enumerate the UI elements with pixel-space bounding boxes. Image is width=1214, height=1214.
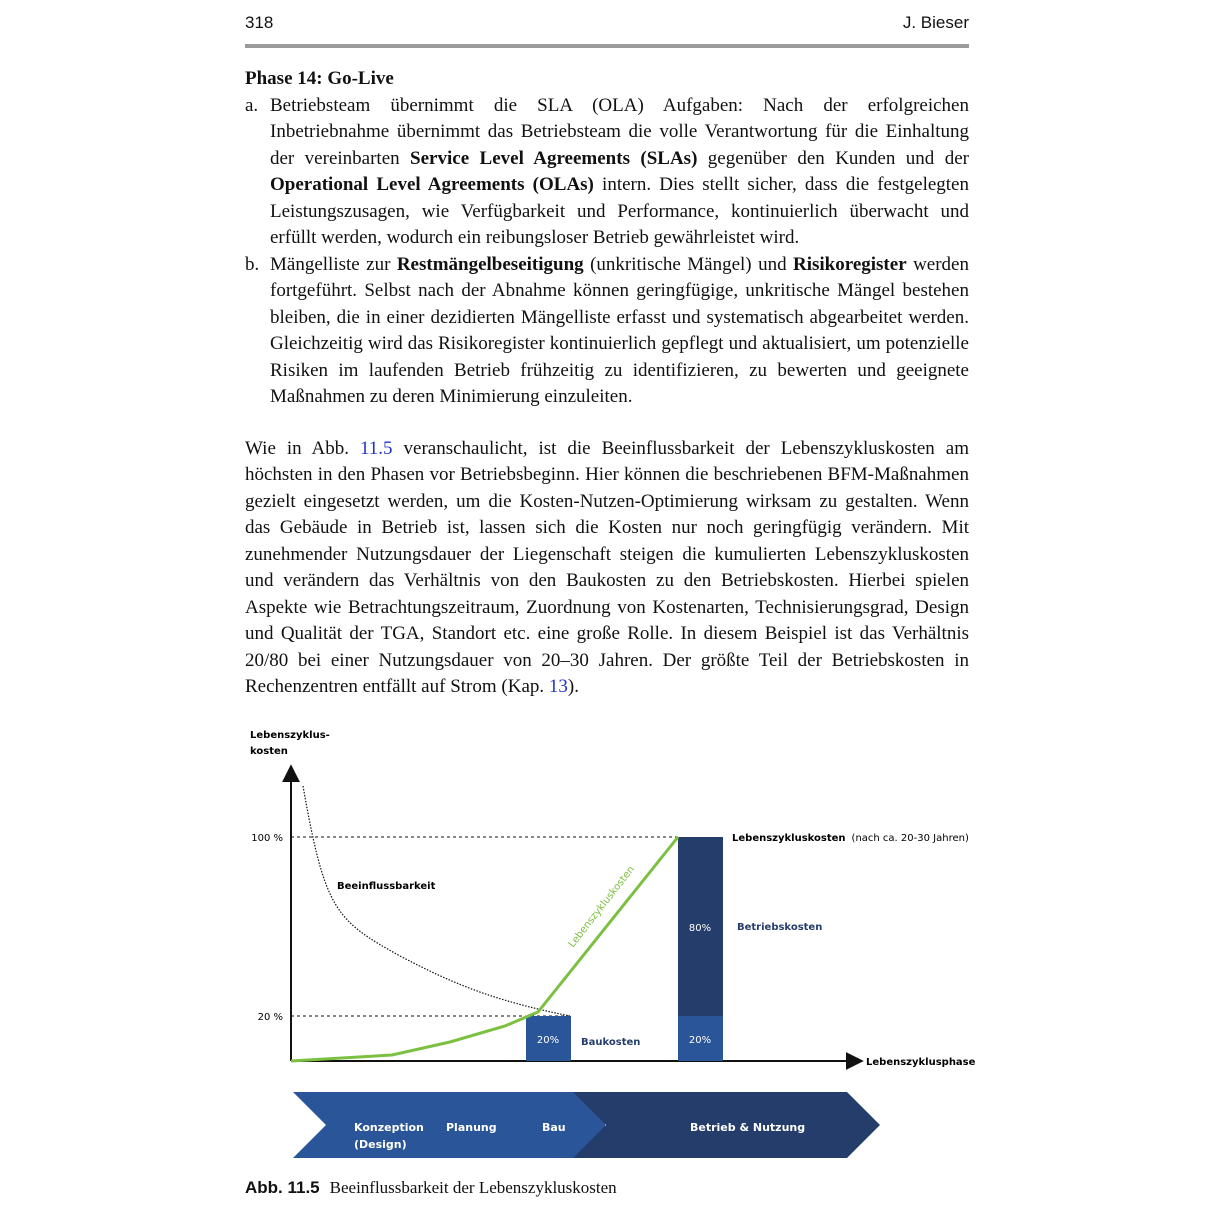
item-b-text-3: werden fortgeführt. Selbst nach der Abnahme können geringfügige, unkritische Mängel bestehen bleiben, die in einer dezidierten Mängelliste erfasst und systematisch abgearbeitet werden. Gleichzeitig wird das Risikoregister kontinuierlich gepflegt und aktualisiert, um potenzielle Risiken im laufenden Betrieb frühzeitig zu identifizieren, zu bewerten und geeignete Maßnahmen zu deren Minimierung einzuleiten.	[270, 253, 969, 407]
bar-betriebskosten-pct: 80%	[688, 923, 712, 934]
figure-caption-text: Beeinflussbarkeit der Lebenszykluskosten	[329, 1178, 617, 1197]
phase-konzeption-line-2: (Design)	[354, 1138, 407, 1151]
item-a-text-3: intern. Dies stellt sicher, dass die festgelegten Leistungszusagen, wie Verfügbarkeit und Performance, kontinuierlich überwacht und erfüllt werden, wodurch ein reibungsloser Betrieb gewährleistet wird.	[270, 174, 969, 248]
item-b-bold-risikoregister: Risikoregister	[793, 253, 907, 275]
x-axis-label: Lebenszyklusphase	[866, 1057, 976, 1068]
body-paragraph	[245, 436, 969, 701]
item-b-text-1: Mängelliste zur	[270, 253, 397, 275]
phase-betrieb-nutzung: Betrieb & Nutzung	[690, 1121, 806, 1134]
running-author: J. Bieser	[902, 13, 969, 32]
figure-reference-link[interactable]: 11.5	[360, 437, 393, 459]
item-a-text-2: gegenüber den Kunden und der	[697, 147, 969, 169]
lcc-total-label	[732, 833, 969, 844]
bar-baukosten-pct: 20%	[536, 1035, 560, 1046]
beeinflussbarkeit-curve	[303, 786, 570, 1016]
phase-heading: Phase 14: Go-Live	[245, 68, 394, 89]
page-header	[245, 10, 969, 48]
chapter-reference-link[interactable]: 13	[548, 676, 568, 697]
bar-betriebskosten-label: Betriebskosten	[737, 922, 823, 933]
tick-label-20: 20 %	[257, 1012, 283, 1023]
page-body	[245, 66, 969, 720]
list-item-a	[245, 93, 969, 252]
phase-konzeption-line-1: Konzeption	[354, 1121, 424, 1134]
y-axis-label-line-1: Lebenszyklus-	[250, 730, 330, 741]
page-number: 318	[245, 13, 274, 32]
tick-label-100: 100 %	[251, 833, 283, 844]
item-a-bold-sla: Service Level Agreements (SLAs)	[410, 147, 698, 169]
bar-baukosten-label: Baukosten	[581, 1037, 641, 1048]
item-a-bold-ola: Operational Level Agreements (OLAs)	[270, 174, 594, 195]
figure-caption-label: Abb. 11.5	[245, 1178, 320, 1197]
item-a-text-1: Betriebsteam übernimmt die SLA (OLA) Aufgaben: Nach der erfolgreichen Inbetriebnahme übernimmt das Betriebsteam die volle Verantwortung für die Einhaltung der vereinbarten	[270, 94, 969, 169]
list-label-a: a.	[245, 94, 259, 116]
life-cycle-cost-figure	[240, 720, 980, 1170]
lebenszykluskosten-curve-label: Lebenszykluskosten	[566, 864, 637, 950]
para-text-3: ).	[567, 676, 579, 697]
para-text-2: veranschaulicht, ist die Beeinflussbarkeit der Lebenszykluskosten am höchsten in den Phasen vor Betriebsbeginn. Hier können die beschriebenen BFM-Maßnahmen gezielt eingesetzt werden, um die Kosten-Nutzen-Optimierung wirksam zu gestalten. Wenn das Gebäude in Betrieb ist, lassen sich die Kosten nur noch geringfügig verändern. Mit zunehmender Nutzungsdauer der Liegenschaft steigen die kumulierten Lebenszykluskosten und verändern das Verhältnis von den Baukosten zu den Betriebskosten. Hierbei spielen Aspekte wie Betrachtungszeitraum, Zuordnung von Kostenarten, Technisierungsgrad, Design und Qualität der TGA, Standort etc. eine große Rolle. In diesem Beispiel ist das Verhältnis 20/80 bei einer Nutzungsdauer von 20–30 Jahren. Der größte Teil der Betriebskosten in Rechenzentren entfällt auf Strom (Kap.	[245, 437, 969, 697]
item-b-text-2: (unkritische Mängel) und	[583, 253, 793, 275]
figure-caption	[245, 1178, 617, 1198]
list-label-b: b.	[245, 253, 260, 275]
lcc-total-title: Lebenszykluskosten	[732, 833, 846, 844]
y-axis-label-line-2: kosten	[250, 746, 288, 757]
phase-bau: Bau	[542, 1121, 566, 1134]
item-b-bold-restmaengel: Restmängelbeseitigung	[396, 253, 584, 275]
para-text-1: Wie in Abb.	[245, 437, 360, 459]
beeinflussbarkeit-label: Beeinflussbarkeit	[337, 881, 436, 892]
list-item-b	[245, 252, 969, 411]
bar-total-baukosten-pct: 20%	[688, 1035, 712, 1046]
lebenszykluskosten-line	[291, 837, 678, 1061]
lcc-total-note: (nach ca. 20-30 Jahren)	[851, 833, 969, 844]
phase-planung: Planung	[446, 1121, 497, 1134]
